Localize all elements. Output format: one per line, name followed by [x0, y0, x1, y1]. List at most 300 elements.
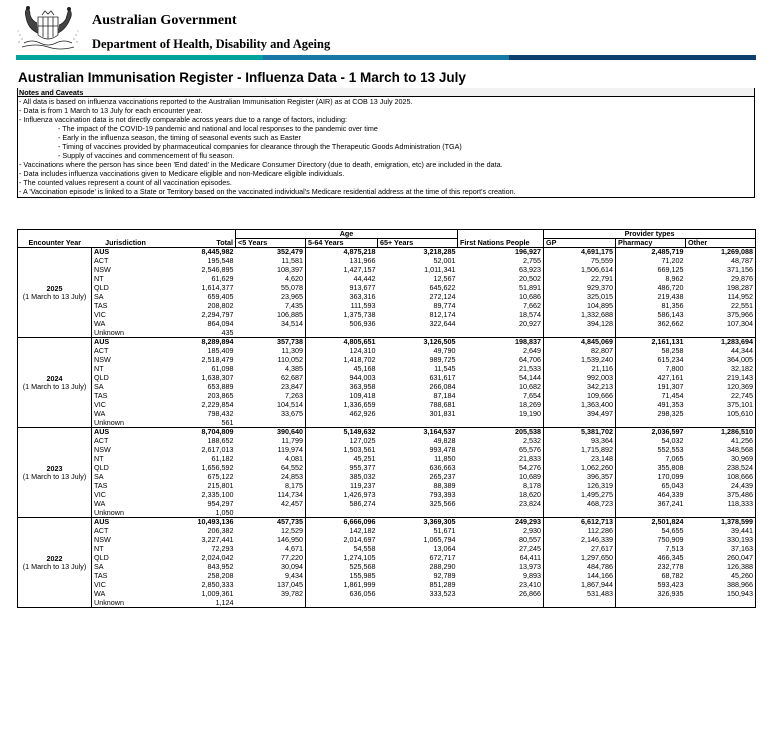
value-cell [306, 509, 378, 518]
value-cell: 37,163 [686, 545, 756, 554]
value-cell: 1,427,157 [306, 266, 378, 275]
value-cell [686, 329, 756, 338]
value-cell: 371,156 [686, 266, 756, 275]
value-cell: 394,128 [544, 320, 616, 329]
value-cell: 468,723 [544, 500, 616, 509]
encounter-period: (1 March to 13 July) [22, 561, 87, 571]
value-cell: 33,675 [281, 409, 303, 418]
value-cell: 26,866 [519, 589, 542, 598]
jurisdiction-cell: WA [92, 320, 160, 329]
value-cell [686, 599, 756, 608]
value-cell [236, 509, 306, 518]
value-cell: 32,182 [686, 365, 756, 374]
value-cell [616, 419, 686, 428]
value-cell: 363,316 [306, 293, 378, 302]
value-cell [616, 329, 686, 338]
jurisdiction-cell: WA [92, 410, 160, 419]
value-cell: 955,377 [306, 464, 378, 473]
value-cell: 61,629 [211, 274, 234, 283]
value-cell: 1,363,400 [544, 401, 616, 410]
value-cell: 22,551 [686, 302, 756, 311]
value-cell: 170,099 [616, 473, 686, 482]
value-cell: 44,442 [306, 275, 378, 284]
table-row [18, 392, 756, 401]
value-cell: 301,831 [429, 409, 456, 418]
value-cell: 30,094 [281, 562, 303, 571]
jurisdiction-cell: TAS [92, 572, 160, 581]
table-row [18, 347, 756, 356]
value-cell [544, 419, 616, 428]
value-cell: 1,375,738 [306, 311, 378, 320]
value-cell: 61,098 [211, 364, 234, 373]
value-cell: 427,161 [616, 374, 686, 383]
value-cell: 110,052 [277, 355, 303, 364]
value-cell: 669,125 [616, 266, 686, 275]
value-cell: 81,356 [616, 302, 686, 311]
value-cell: 6,612,713 [544, 518, 616, 527]
value-cell: 2,755 [523, 256, 542, 265]
jurisdiction-cell: TAS [92, 482, 160, 491]
value-cell: 111,593 [306, 302, 378, 311]
value-cell: 1,418,702 [306, 356, 378, 365]
table-row [18, 374, 756, 383]
value-cell: 21,116 [544, 365, 616, 374]
value-cell: 249,293 [458, 518, 544, 527]
value-cell: 385,032 [306, 473, 378, 482]
value-cell: 45,168 [306, 365, 378, 374]
value-cell: 232,778 [616, 563, 686, 572]
value-cell: 954,297 [207, 499, 234, 508]
value-cell: 330,193 [686, 536, 756, 545]
col-other: Other [686, 239, 756, 248]
value-cell: 1,506,614 [544, 266, 616, 275]
table-row [18, 257, 756, 266]
value-cell: 22,745 [686, 392, 756, 401]
value-cell: 51,671 [433, 526, 456, 535]
value-cell: 238,524 [686, 464, 756, 473]
value-cell: 72,293 [211, 544, 234, 553]
table-row [18, 401, 756, 410]
value-cell: 325,566 [429, 499, 456, 508]
table-row [18, 536, 756, 545]
value-cell: 1,124 [160, 599, 236, 608]
value-cell: 92,789 [433, 571, 456, 580]
table-row [18, 581, 756, 590]
table-row [18, 464, 756, 473]
value-cell [378, 419, 458, 428]
value-cell: 62,687 [281, 373, 303, 382]
value-cell: 88,389 [433, 481, 456, 490]
table-row [18, 428, 756, 437]
value-cell: 396,357 [544, 473, 616, 482]
value-cell: 864,094 [207, 319, 234, 328]
encounter-period: (1 March to 13 July) [22, 471, 87, 481]
value-cell: 105,610 [686, 410, 756, 419]
value-cell: 1,867,944 [544, 581, 616, 590]
value-cell: 636,056 [306, 590, 378, 599]
value-cell: 457,735 [236, 518, 306, 527]
jurisdiction-cell: TAS [92, 302, 160, 311]
value-cell [378, 329, 458, 338]
jurisdiction-cell: WA [92, 590, 160, 599]
value-cell: 435 [160, 329, 236, 338]
value-cell: 750,909 [616, 536, 686, 545]
value-cell: 61,182 [211, 454, 234, 463]
value-cell [544, 599, 616, 608]
value-cell: 4,385 [285, 364, 303, 373]
value-cell: 2,024,042 [201, 553, 234, 562]
value-cell: 65,576 [519, 445, 542, 454]
value-cell [544, 509, 616, 518]
note-item: - All data is based on influenza vaccinations reported to the Australian Immunisation Register (AIR) as at COB 13 July 2025. [19, 97, 413, 106]
value-cell: 20,927 [519, 319, 542, 328]
table-row [18, 356, 756, 365]
jurisdiction-cell: NSW [92, 446, 160, 455]
value-cell: 375,486 [686, 491, 756, 500]
value-cell: 265,237 [429, 472, 456, 481]
value-cell: 1,614,377 [201, 283, 234, 292]
value-cell: 150,943 [686, 590, 756, 599]
value-cell: 362,662 [616, 320, 686, 329]
jurisdiction-cell: QLD [92, 554, 160, 563]
col-total: Total [160, 239, 236, 248]
col-encounter-year: Encounter Year [18, 239, 92, 248]
value-cell: 65,043 [616, 482, 686, 491]
value-cell: 27,617 [544, 545, 616, 554]
value-cell: 653,889 [207, 382, 234, 391]
value-cell: 258,208 [207, 571, 234, 580]
value-cell: 7,800 [616, 365, 686, 374]
value-cell: 64,411 [519, 553, 542, 562]
table-row [18, 383, 756, 392]
jurisdiction-cell: AUS [92, 338, 160, 347]
value-cell: 41,256 [686, 437, 756, 446]
table-row [18, 437, 756, 446]
value-cell [236, 599, 306, 608]
value-cell: 7,654 [523, 391, 542, 400]
value-cell: 5,381,702 [544, 428, 616, 437]
col-jurisdiction: Jurisdiction [92, 239, 160, 248]
value-cell: 266,084 [429, 382, 456, 391]
value-cell: 992,003 [544, 374, 616, 383]
value-cell [378, 509, 458, 518]
value-cell: 1,062,260 [544, 464, 616, 473]
table-row [18, 500, 756, 509]
value-cell: 8,445,982 [160, 248, 236, 257]
value-cell: 4,691,175 [544, 248, 616, 257]
jurisdiction-cell: QLD [92, 464, 160, 473]
value-cell [306, 599, 378, 608]
value-cell: 531,483 [544, 590, 616, 599]
value-cell: 55,078 [281, 283, 303, 292]
value-cell: 4,620 [285, 274, 303, 283]
jurisdiction-cell: Unknown [92, 509, 160, 518]
table-row [18, 320, 756, 329]
value-cell: 394,497 [544, 410, 616, 419]
value-cell: 462,926 [306, 410, 378, 419]
value-cell: 631,617 [429, 373, 456, 382]
value-cell: 7,662 [523, 301, 542, 310]
value-cell: 2,229,854 [201, 400, 234, 409]
value-cell: 20,502 [519, 274, 542, 283]
value-cell [458, 329, 544, 338]
report-title: Australian Immunisation Register - Influenza Data - 1 March to 13 July [18, 70, 466, 85]
value-cell: 126,388 [686, 563, 756, 572]
value-cell: 8,178 [523, 481, 542, 490]
value-cell: 4,081 [285, 454, 303, 463]
value-cell: 49,828 [433, 436, 456, 445]
value-cell: 51,891 [519, 283, 542, 292]
value-cell: 2,930 [523, 526, 542, 535]
value-cell: 6,666,096 [306, 518, 378, 527]
value-cell: 127,025 [306, 437, 378, 446]
value-cell: 1,009,361 [201, 589, 234, 598]
value-cell: 2,546,895 [201, 265, 234, 274]
jurisdiction-cell: VIC [92, 491, 160, 500]
value-cell: 1,715,892 [544, 446, 616, 455]
value-cell: 75,559 [544, 257, 616, 266]
value-cell: 104,895 [544, 302, 616, 311]
value-cell: 87,184 [433, 391, 456, 400]
value-cell: 322,644 [429, 319, 456, 328]
value-cell: 989,725 [429, 355, 456, 364]
note-item: - The counted values represent a count of all vaccination episodes. [19, 178, 232, 188]
value-cell: 7,435 [285, 301, 303, 310]
value-cell: 34,514 [281, 319, 303, 328]
value-cell: 5,149,632 [306, 428, 378, 437]
value-cell: 4,805,651 [306, 338, 378, 347]
value-cell: 52,001 [433, 256, 456, 265]
table-row [18, 293, 756, 302]
value-cell: 18,269 [519, 400, 542, 409]
value-cell: 108,666 [686, 473, 756, 482]
value-cell [306, 419, 378, 428]
table-row [18, 509, 756, 518]
page-header [0, 0, 778, 62]
jurisdiction-cell: TAS [92, 392, 160, 401]
value-cell: 107,304 [686, 320, 756, 329]
value-cell: 119,237 [306, 482, 378, 491]
value-cell: 1,656,592 [201, 463, 234, 472]
col-pharmacy: Pharmacy [616, 239, 686, 248]
value-cell: 109,666 [544, 392, 616, 401]
value-cell: 1,426,973 [306, 491, 378, 500]
value-cell: 64,706 [519, 355, 542, 364]
value-cell: 2,036,597 [616, 428, 686, 437]
col-5-64: 5-64 Years [306, 239, 378, 248]
value-cell: 22,791 [544, 275, 616, 284]
value-cell: 109,418 [306, 392, 378, 401]
value-cell: 1,638,307 [201, 373, 234, 382]
value-cell: 24,439 [686, 482, 756, 491]
table-row [18, 554, 756, 563]
value-cell: 8,175 [285, 481, 303, 490]
value-cell: 525,568 [306, 563, 378, 572]
value-cell: 10,689 [519, 472, 542, 481]
value-cell: 3,126,505 [378, 338, 458, 347]
value-cell: 23,148 [544, 455, 616, 464]
encounter-year-cell [18, 518, 92, 608]
value-cell: 54,144 [519, 373, 542, 382]
table-row [18, 482, 756, 491]
value-cell: 48,787 [686, 257, 756, 266]
col-65-plus: 65+ Years [378, 239, 458, 248]
value-cell [458, 419, 544, 428]
value-cell: 615,234 [616, 356, 686, 365]
value-cell: 1,283,694 [686, 338, 756, 347]
value-cell: 367,241 [616, 500, 686, 509]
table-row [18, 446, 756, 455]
value-cell: 659,405 [207, 292, 234, 301]
note-item: - The impact of the COVID-19 pandemic and national and local responses to the pandemic over time [58, 124, 378, 134]
value-cell: 54,558 [306, 545, 378, 554]
value-cell: 30,969 [686, 455, 756, 464]
note-item: - A 'Vaccination episode' is linked to a State or Territory based on the vaccinated individual's Medicare residential address at the time of this report's creation. [19, 187, 516, 197]
value-cell: 89,774 [433, 301, 456, 310]
value-cell: 8,962 [616, 275, 686, 284]
table-row [18, 545, 756, 554]
value-cell: 58,258 [616, 347, 686, 356]
value-cell: 2,014,697 [306, 536, 378, 545]
value-cell: 929,370 [544, 284, 616, 293]
encounter-year: 2025 [46, 283, 63, 293]
value-cell: 142,182 [306, 527, 378, 536]
value-cell: 106,885 [277, 310, 303, 319]
department-name: Department of Health, Disability and Ageing [92, 37, 331, 51]
value-cell: 11,309 [281, 346, 303, 355]
value-cell: 793,393 [429, 490, 456, 499]
value-cell: 561 [160, 419, 236, 428]
table-row [18, 473, 756, 482]
encounter-year-cell [18, 338, 92, 428]
value-cell: 2,294,797 [201, 310, 234, 319]
stripe-segment-teal [16, 55, 263, 60]
value-cell: 8,289,894 [160, 338, 236, 347]
value-cell: 54,276 [519, 463, 542, 472]
table-row [18, 572, 756, 581]
value-cell: 491,353 [616, 401, 686, 410]
value-cell: 13,973 [519, 562, 542, 571]
value-cell: 45,260 [686, 572, 756, 581]
value-cell: 1,336,659 [306, 401, 378, 410]
value-cell: 206,382 [207, 526, 234, 535]
value-cell: 260,047 [686, 554, 756, 563]
value-cell: 390,640 [236, 428, 306, 437]
value-cell: 49,790 [433, 346, 456, 355]
value-cell: 298,325 [616, 410, 686, 419]
value-cell: 375,101 [686, 401, 756, 410]
jurisdiction-cell: NT [92, 365, 160, 374]
value-cell: 44,344 [686, 347, 756, 356]
value-cell: 675,122 [207, 472, 234, 481]
value-cell: 188,652 [207, 436, 234, 445]
table-row [18, 365, 756, 374]
table-row [18, 410, 756, 419]
value-cell: 198,837 [458, 338, 544, 347]
value-cell: 1,378,599 [686, 518, 756, 527]
value-cell: 18,574 [519, 310, 542, 319]
value-cell: 1,503,561 [306, 446, 378, 455]
notes-and-caveats-box [17, 88, 755, 198]
value-cell [306, 329, 378, 338]
value-cell: 9,893 [523, 571, 542, 580]
value-cell: 114,734 [277, 490, 303, 499]
jurisdiction-cell: SA [92, 563, 160, 572]
table-row [18, 491, 756, 500]
value-cell: 80,557 [519, 535, 542, 544]
value-cell: 29,876 [686, 275, 756, 284]
value-cell: 1,539,240 [544, 356, 616, 365]
value-cell: 82,807 [544, 347, 616, 356]
value-cell: 2,518,479 [201, 355, 234, 364]
encounter-period: (1 March to 13 July) [22, 291, 87, 301]
value-cell: 42,457 [281, 499, 303, 508]
value-cell: 23,847 [281, 382, 303, 391]
jurisdiction-cell: AUS [92, 248, 160, 257]
value-cell: 1,286,510 [686, 428, 756, 437]
value-cell: 71,202 [616, 257, 686, 266]
value-cell: 18,620 [519, 490, 542, 499]
value-cell: 11,799 [281, 436, 303, 445]
value-cell: 27,245 [519, 544, 542, 553]
table-row [18, 338, 756, 347]
encounter-year-cell [18, 248, 92, 338]
encounter-year: 2022 [46, 553, 63, 563]
value-cell: 196,927 [458, 248, 544, 257]
value-cell: 185,409 [207, 346, 234, 355]
value-cell: 7,513 [616, 545, 686, 554]
table-row [18, 590, 756, 599]
value-cell: 198,287 [686, 284, 756, 293]
coat-of-arms-icon [16, 3, 80, 53]
value-cell: 1,495,275 [544, 491, 616, 500]
value-cell: 23,965 [281, 292, 303, 301]
jurisdiction-cell: NT [92, 455, 160, 464]
value-cell: 10,686 [519, 292, 542, 301]
value-cell: 851,289 [429, 580, 456, 589]
table-row [18, 302, 756, 311]
value-cell: 2,617,013 [201, 445, 234, 454]
value-cell: 203,865 [207, 391, 234, 400]
value-cell [616, 599, 686, 608]
value-cell: 10,682 [519, 382, 542, 391]
value-cell: 2,850,333 [201, 580, 234, 589]
jurisdiction-cell: SA [92, 473, 160, 482]
value-cell [686, 509, 756, 518]
note-item: - Timing of vaccines provided by pharmaceutical companies for clearance through the Therapeutic Goods Administration (TGA) [58, 142, 462, 152]
table-row [18, 455, 756, 464]
jurisdiction-cell: AUS [92, 518, 160, 527]
value-cell: 2,501,824 [616, 518, 686, 527]
value-cell: 3,218,285 [378, 248, 458, 257]
jurisdiction-cell: NSW [92, 536, 160, 545]
value-cell: 119,974 [277, 445, 303, 454]
value-cell [458, 509, 544, 518]
jurisdiction-cell: SA [92, 383, 160, 392]
value-cell: 126,319 [544, 482, 616, 491]
value-cell: 219,438 [616, 293, 686, 302]
value-cell: 19,190 [519, 409, 542, 418]
value-cell: 205,538 [458, 428, 544, 437]
table-row [18, 284, 756, 293]
value-cell: 11,581 [281, 256, 303, 265]
jurisdiction-cell: SA [92, 293, 160, 302]
value-cell: 11,850 [434, 454, 456, 463]
value-cell: 23,824 [519, 499, 542, 508]
value-cell: 13,064 [433, 544, 456, 553]
jurisdiction-cell: Unknown [92, 599, 160, 608]
value-cell: 1,065,794 [423, 535, 456, 544]
